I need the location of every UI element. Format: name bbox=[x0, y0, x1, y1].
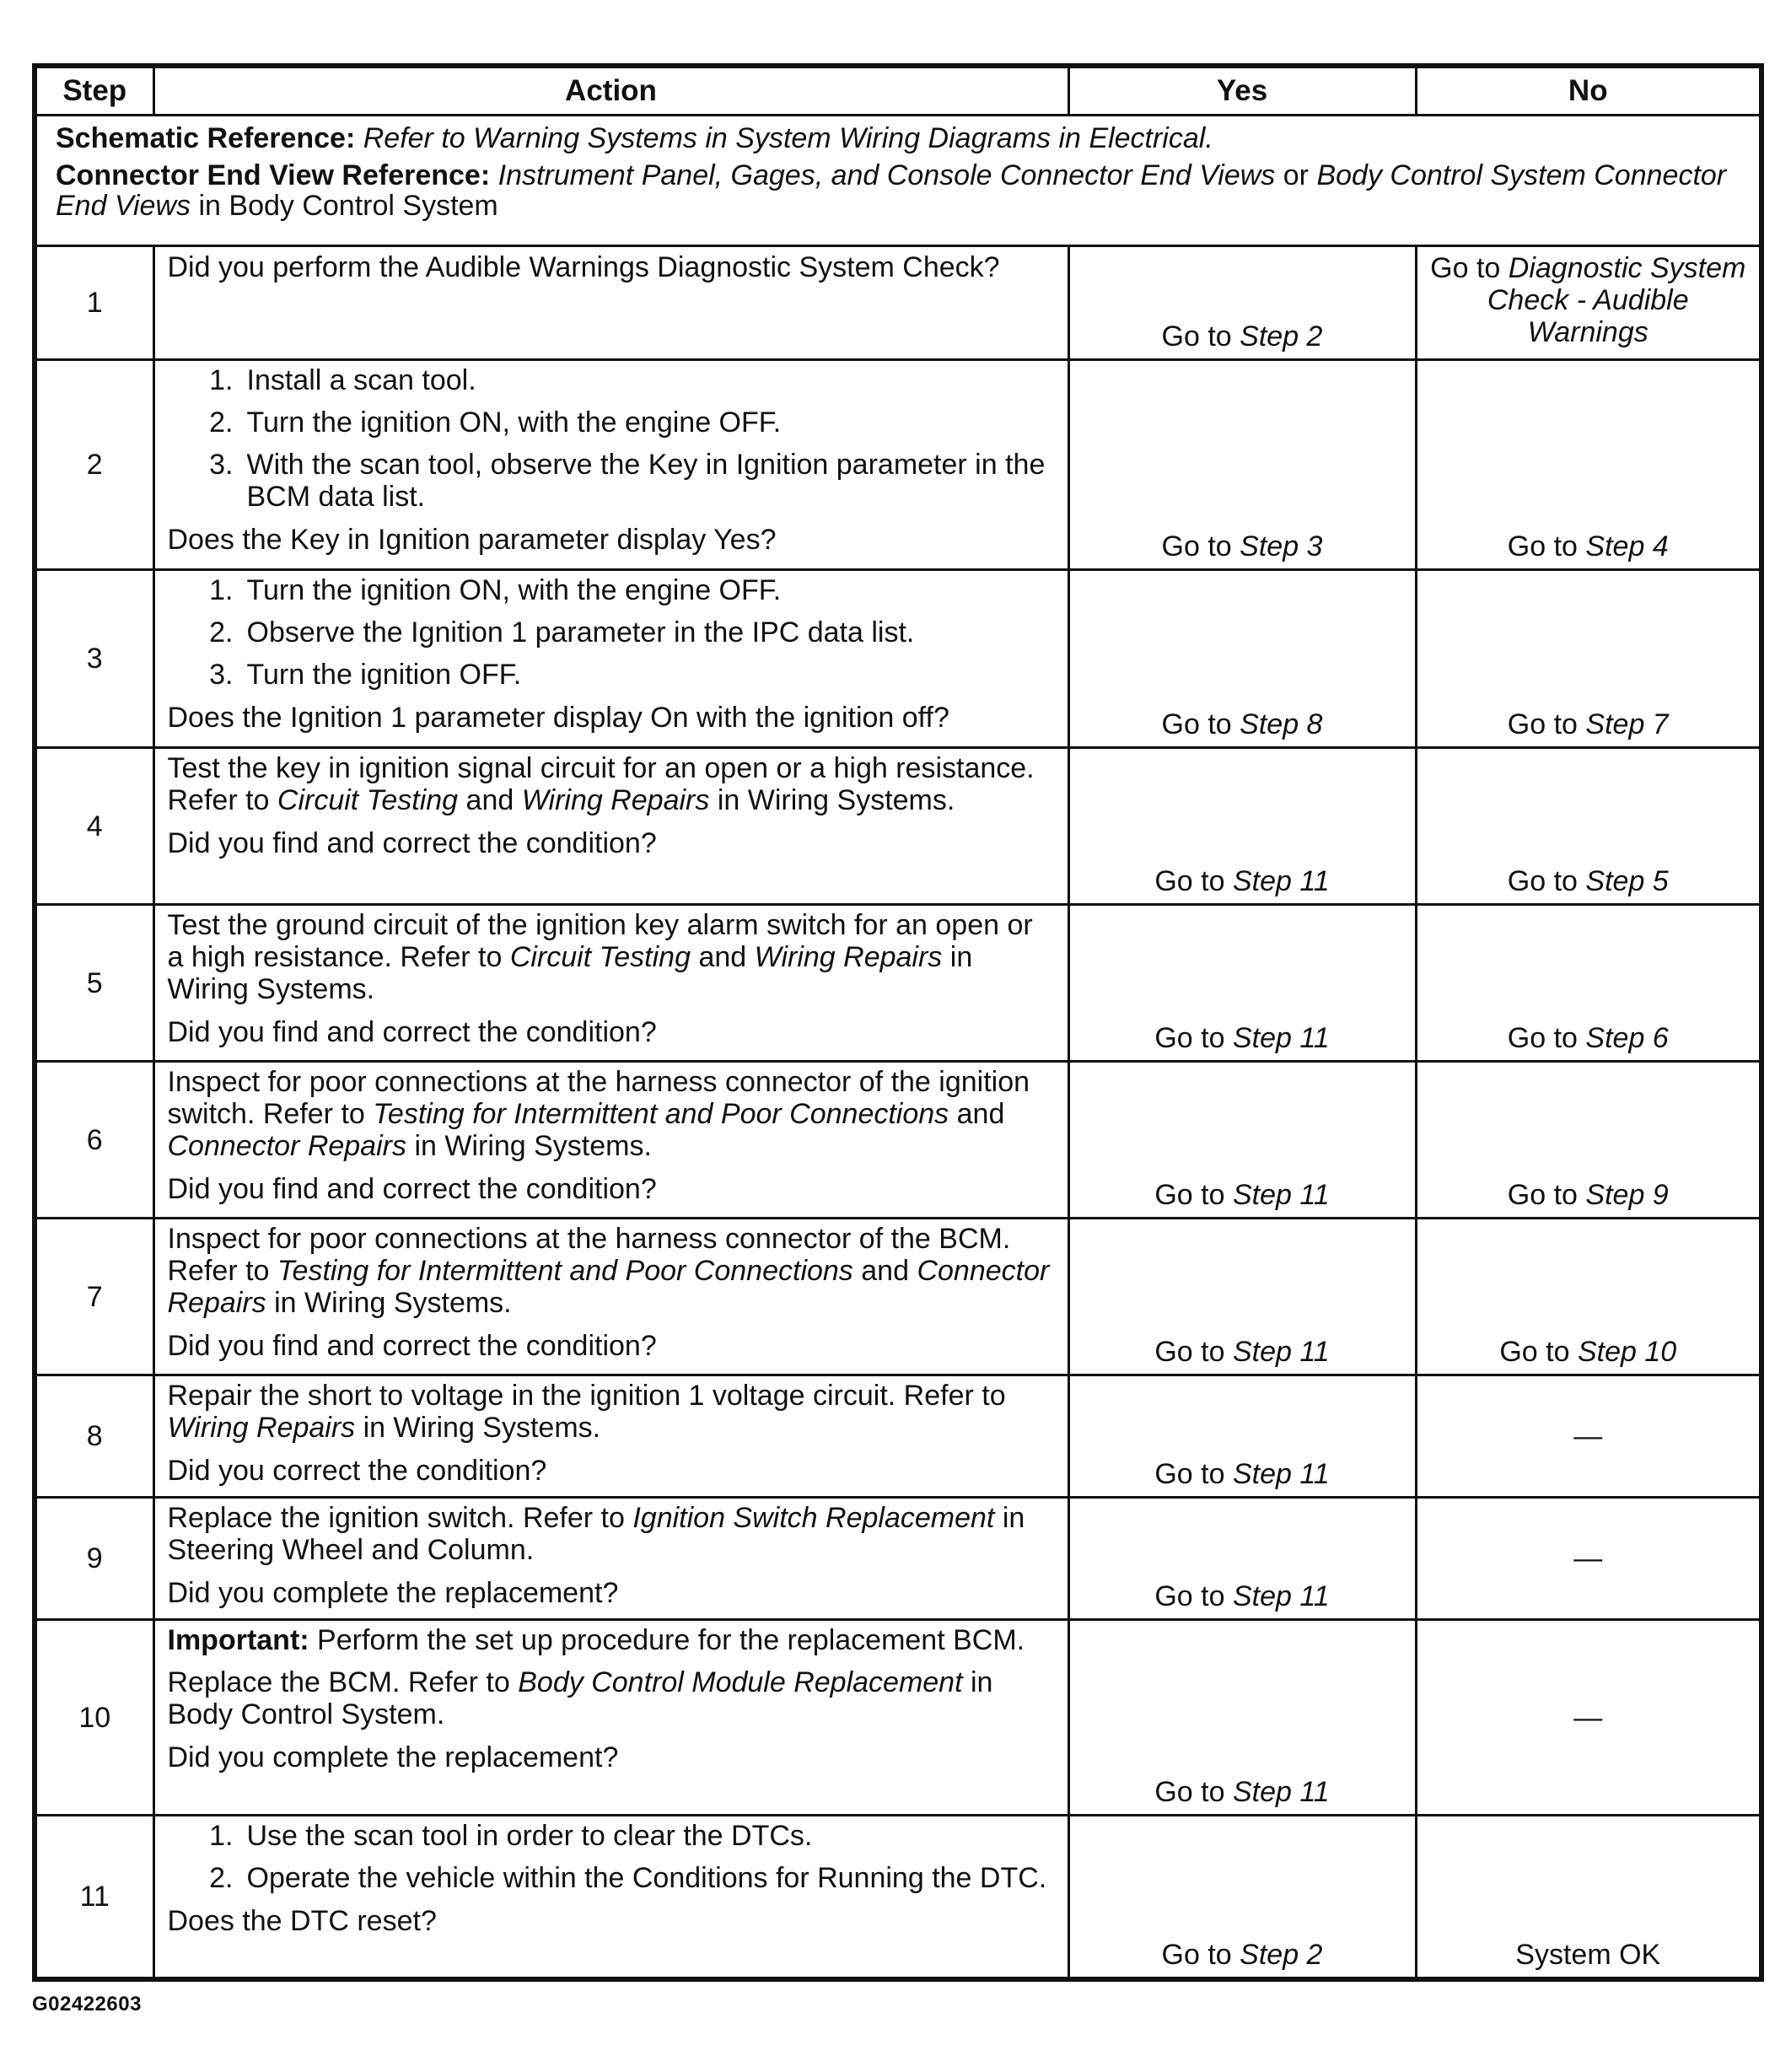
reference-link: Circuit Testing bbox=[277, 784, 459, 816]
reference-cell bbox=[35, 116, 1761, 246]
yes-cell bbox=[1068, 360, 1416, 570]
no-cell: System OK bbox=[1416, 1816, 1761, 1979]
question-text: Did you complete the replacement? bbox=[167, 1577, 619, 1609]
action-cell bbox=[153, 1620, 1068, 1816]
no-prefix: Go to bbox=[1507, 865, 1578, 897]
connector-reference-label: Connector End View Reference: bbox=[56, 159, 491, 191]
yes-cell bbox=[1068, 1375, 1416, 1498]
reference-link: Connector Repairs bbox=[167, 1255, 1050, 1319]
table-row bbox=[35, 570, 1761, 748]
table-row bbox=[35, 360, 1761, 570]
action-cell bbox=[153, 1498, 1068, 1620]
step-number: 1 bbox=[35, 246, 153, 360]
action-cell bbox=[153, 1375, 1068, 1498]
yes-target: Step 11 bbox=[1232, 1179, 1330, 1211]
question-text: Did you find and correct the condition? bbox=[167, 1173, 657, 1205]
reference-link: Body Control Module Replacement bbox=[518, 1666, 963, 1698]
no-prefix: Go to bbox=[1507, 708, 1578, 740]
header-no: No bbox=[1416, 66, 1761, 116]
table-row bbox=[35, 905, 1761, 1062]
list-item: 2. Turn the ignition ON, with the engine OFF. bbox=[209, 406, 782, 439]
yes-prefix: Go to bbox=[1154, 1179, 1225, 1211]
no-target: Step 4 bbox=[1585, 530, 1669, 562]
list-item: 3. Turn the ignition OFF. bbox=[209, 659, 522, 691]
yes-target: Step 11 bbox=[1232, 1580, 1330, 1612]
table-row bbox=[35, 246, 1761, 360]
no-prefix: Go to bbox=[1499, 1336, 1570, 1368]
connector-reference-tail: in Body Control System bbox=[198, 190, 498, 222]
action-cell bbox=[153, 748, 1068, 905]
yes-prefix: Go to bbox=[1154, 865, 1225, 897]
schematic-reference-text: Refer to Warning Systems in System Wiring Diagrams in Electrical. bbox=[363, 122, 1213, 154]
connector-reference-or: or bbox=[1283, 159, 1309, 191]
list-item: 1. Install a scan tool. bbox=[209, 364, 476, 396]
list-item: 1. Turn the ignition ON, with the engine OFF. bbox=[209, 574, 782, 606]
step-number: 11 bbox=[35, 1816, 153, 1979]
no-target: Step 5 bbox=[1585, 865, 1669, 897]
no-target: Step 9 bbox=[1585, 1179, 1669, 1211]
yes-cell bbox=[1068, 748, 1416, 905]
table-row bbox=[35, 1062, 1761, 1219]
connector-reference bbox=[56, 160, 1744, 221]
no-prefix: Go to bbox=[1507, 1179, 1578, 1211]
action-cell bbox=[153, 1062, 1068, 1219]
yes-target: Step 11 bbox=[1232, 1776, 1330, 1808]
list-item: 1. Use the scan tool in order to clear the DTCs. bbox=[209, 1820, 813, 1852]
question-text: Did you complete the replacement? bbox=[167, 1741, 619, 1773]
list-item: 2. Observe the Ignition 1 parameter in the IPC data list. bbox=[209, 616, 915, 649]
action-cell bbox=[153, 360, 1068, 570]
reference-link: Wiring Repairs bbox=[754, 941, 943, 973]
instruction-text: Repair the short to voltage in the ignition 1 voltage circuit. Refer to Wiring Repairs in Wiring Systems. bbox=[167, 1380, 1006, 1444]
header-yes: Yes bbox=[1068, 66, 1416, 116]
reference-link: Circuit Testing bbox=[509, 941, 691, 973]
table-row bbox=[35, 1219, 1761, 1375]
instruction-text: Replace the BCM. Refer to Body Control Module Replacement in Body Control System. bbox=[167, 1666, 993, 1730]
question-text: Did you find and correct the condition? bbox=[167, 827, 657, 859]
no-cell: — bbox=[1416, 1620, 1761, 1816]
table-row bbox=[35, 1816, 1761, 1979]
figure-id: G02422603 bbox=[32, 1993, 142, 2015]
yes-target: Step 11 bbox=[1232, 1458, 1330, 1490]
connector-reference-link-2: Body Control System Connector End Views bbox=[56, 159, 1727, 222]
table-row bbox=[35, 1375, 1761, 1498]
yes-prefix: Go to bbox=[1154, 1336, 1225, 1368]
step-number: 6 bbox=[35, 1062, 153, 1219]
yes-cell bbox=[1068, 1498, 1416, 1620]
no-cell bbox=[1416, 1219, 1761, 1375]
yes-cell bbox=[1068, 1620, 1416, 1816]
instruction-text: Inspect for poor connections at the harness connector of the ignition switch. Refer to Testing for Intermittent and Poor Connections and Connector Repairs in Wiring Systems. bbox=[167, 1066, 1030, 1162]
step-list bbox=[168, 1820, 1054, 1894]
reference-link: Ignition Switch Replacement bbox=[632, 1502, 995, 1534]
no-cell bbox=[1416, 246, 1761, 360]
yes-cell bbox=[1068, 1816, 1416, 1979]
no-cell bbox=[1416, 905, 1761, 1062]
yes-prefix: Go to bbox=[1154, 1776, 1225, 1808]
reference-link: Testing for Intermittent and Poor Connections bbox=[277, 1255, 853, 1287]
instruction-text: Test the ground circuit of the ignition key alarm switch for an open or a high resistance. Refer to Circuit Testing and Wiring Repairs in Wiring Systems. bbox=[167, 909, 1033, 1005]
no-cell bbox=[1416, 1062, 1761, 1219]
action-cell bbox=[153, 570, 1068, 748]
yes-target: Step 11 bbox=[1232, 865, 1330, 897]
no-target: Step 7 bbox=[1585, 708, 1669, 740]
step-number: 10 bbox=[35, 1620, 153, 1816]
yes-prefix: Go to bbox=[1154, 1458, 1225, 1490]
yes-prefix: Go to bbox=[1161, 530, 1232, 562]
no-cell bbox=[1416, 748, 1761, 905]
no-target: Step 10 bbox=[1577, 1336, 1677, 1368]
schematic-reference bbox=[56, 123, 1744, 153]
step-number: 2 bbox=[35, 360, 153, 570]
table-row bbox=[35, 1620, 1761, 1816]
no-prefix: Go to bbox=[1507, 1022, 1578, 1054]
step-number: 7 bbox=[35, 1219, 153, 1375]
connector-reference-link-1: Instrument Panel, Gages, and Console Connector End Views bbox=[498, 159, 1276, 191]
reference-link: Connector Repairs bbox=[167, 1130, 406, 1162]
action-cell bbox=[153, 1816, 1068, 1979]
yes-prefix: Go to bbox=[1154, 1580, 1225, 1612]
question-text: Did you perform the Audible Warnings Diagnostic System Check? bbox=[167, 251, 1000, 283]
yes-cell bbox=[1068, 1219, 1416, 1375]
header-action: Action bbox=[153, 66, 1068, 116]
yes-prefix: Go to bbox=[1161, 320, 1232, 353]
yes-target: Step 2 bbox=[1240, 320, 1323, 353]
important-note: Important: Perform the set up procedure for the replacement BCM. bbox=[167, 1624, 1025, 1656]
no-prefix: Go to bbox=[1430, 252, 1501, 284]
action-cell bbox=[153, 1219, 1068, 1375]
table-row bbox=[35, 1498, 1761, 1620]
yes-target: Step 11 bbox=[1232, 1336, 1330, 1368]
question-text: Does the DTC reset? bbox=[167, 1905, 437, 1937]
table-row bbox=[35, 748, 1761, 905]
no-cell bbox=[1416, 570, 1761, 748]
step-number: 4 bbox=[35, 748, 153, 905]
reference-row bbox=[35, 116, 1761, 246]
yes-target: Step 2 bbox=[1240, 1938, 1323, 1971]
header-row bbox=[35, 66, 1761, 116]
yes-cell bbox=[1068, 570, 1416, 748]
step-list bbox=[168, 364, 1054, 513]
step-number: 9 bbox=[35, 1498, 153, 1620]
action-cell bbox=[153, 905, 1068, 1062]
question-text: Does the Ignition 1 parameter display On with the ignition off? bbox=[167, 702, 949, 734]
no-target: Step 6 bbox=[1585, 1022, 1669, 1054]
yes-target: Step 8 bbox=[1240, 708, 1323, 740]
schematic-reference-label: Schematic Reference: bbox=[56, 122, 356, 154]
question-text: Does the Key in Ignition parameter display Yes? bbox=[167, 524, 777, 556]
list-item: 3. With the scan tool, observe the Key in Ignition parameter in the BCM data list. bbox=[209, 449, 1046, 513]
question-text: Did you find and correct the condition? bbox=[167, 1330, 657, 1362]
reference-link: Wiring Repairs bbox=[167, 1412, 356, 1444]
step-number: 5 bbox=[35, 905, 153, 1062]
instruction-text: Test the key in ignition signal circuit for an open or a high resistance. Refer to Circuit Testing and Wiring Repairs in Wiring Systems. bbox=[167, 752, 1035, 816]
step-number: 8 bbox=[35, 1375, 153, 1498]
question-text: Did you find and correct the condition? bbox=[167, 1016, 657, 1048]
reference-link: Testing for Intermittent and Poor Connections bbox=[373, 1098, 949, 1130]
list-item: 2. Operate the vehicle within the Conditions for Running the DTC. bbox=[209, 1862, 1047, 1894]
instruction-text: Inspect for poor connections at the harness connector of the BCM. Refer to Testing for Intermittent and Poor Connections and Connector Repairs in Wiring Systems. bbox=[167, 1223, 1050, 1319]
action-cell bbox=[153, 246, 1068, 360]
step-list bbox=[168, 574, 1054, 691]
yes-prefix: Go to bbox=[1154, 1022, 1225, 1054]
important-label: Important: bbox=[167, 1624, 309, 1656]
diagnostic-table bbox=[32, 63, 1764, 1982]
no-prefix: Go to bbox=[1507, 530, 1578, 562]
no-target: Diagnostic System Check - Audible Warnings bbox=[1487, 252, 1746, 348]
reference-link: Wiring Repairs bbox=[521, 784, 710, 816]
yes-prefix: Go to bbox=[1161, 1938, 1232, 1971]
question-text: Did you correct the condition? bbox=[167, 1455, 547, 1487]
yes-cell bbox=[1068, 1062, 1416, 1219]
no-cell: — bbox=[1416, 1498, 1761, 1620]
step-number: 3 bbox=[35, 570, 153, 748]
no-cell bbox=[1416, 360, 1761, 570]
header-step: Step bbox=[35, 66, 153, 116]
yes-cell bbox=[1068, 246, 1416, 360]
yes-prefix: Go to bbox=[1161, 708, 1232, 740]
yes-cell bbox=[1068, 905, 1416, 1062]
instruction-text: Replace the ignition switch. Refer to Ignition Switch Replacement in Steering Wheel and Column. bbox=[167, 1502, 1025, 1566]
yes-target: Step 3 bbox=[1240, 530, 1323, 562]
yes-target: Step 11 bbox=[1232, 1022, 1330, 1054]
no-cell: — bbox=[1416, 1375, 1761, 1498]
